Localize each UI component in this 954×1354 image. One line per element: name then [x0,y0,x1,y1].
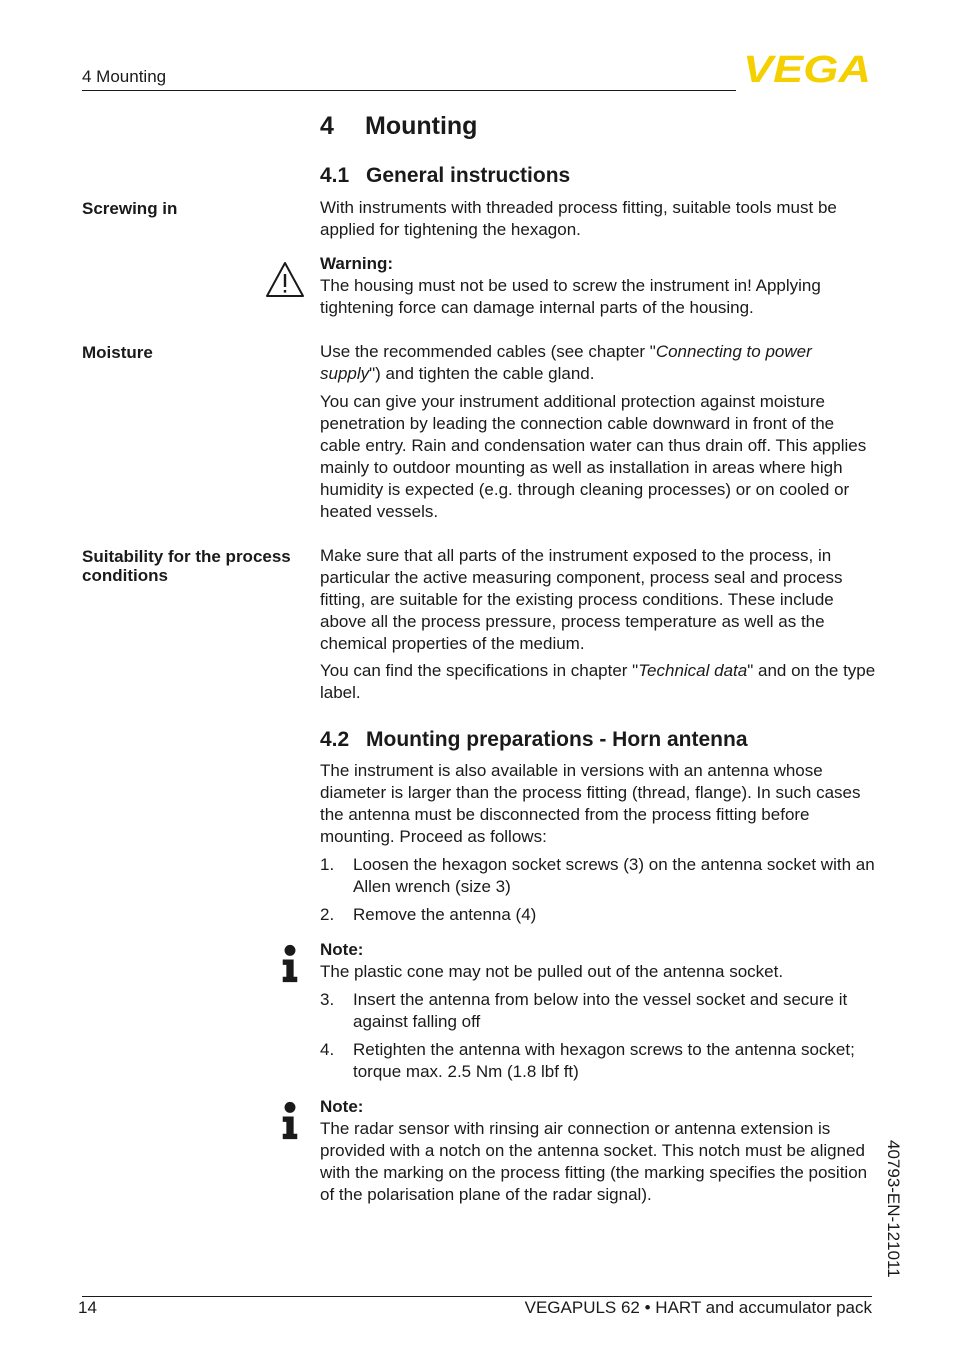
margin-label-moisture: Moisture [82,343,153,362]
note-label: Note: [320,1097,364,1116]
list-item [320,854,876,898]
moisture-text-b: ") and tighten the cable gland. [369,364,595,383]
list-item [320,1039,876,1083]
list-text: Loosen the hexagon socket screws (3) on the antenna socket with an Allen wrench (size 3) [353,855,875,896]
list-number: 4. [320,1040,335,1059]
note-block-1 [320,939,876,983]
list-text: Retighten the antenna with hexagon screws to the antenna socket; torque max. 2.5 Nm (1.8 lbf ft) [353,1040,855,1081]
footer-title: VEGAPULS 62 • HART and accumulator pack [524,1298,872,1317]
warning-text: The housing must not be used to screw the instrument in! Applying tightening force can damage internal parts of the housing. [320,276,821,317]
moisture-paragraph-1 [320,341,876,385]
suitability-text-b: " and on the type label. [320,661,876,702]
section-title: Mounting preparations - Horn antenna [366,728,748,751]
list-number: 3. [320,990,335,1009]
list-item [320,989,876,1033]
section-title: General instructions [366,164,571,187]
page-number: 14 [78,1298,97,1317]
warning-label: Warning: [320,254,394,273]
vega-logo-text: VEGA [743,52,871,84]
note-label: Note: [320,940,364,959]
suitability-paragraph-2 [320,660,876,704]
warning-block [320,253,876,319]
suitability-chapter-ref: Technical data [638,661,748,680]
running-header: 4 Mounting [82,67,167,86]
chapter-number: 4 [320,112,334,140]
suitability-text-a: You can find the specifications in chapter " [320,661,639,680]
margin-label-screwing: Screwing in [82,199,178,218]
note-text: The plastic cone may not be pulled out of the antenna socket. [320,962,784,981]
list-text: Remove the antenna (4) [353,905,537,924]
warning-triangle-icon [265,260,305,300]
document-id: 40793-EN-121011 [884,1140,903,1278]
chapter-title [320,112,477,141]
moisture-text-a: Use the recommended cables (see chapter " [320,342,656,361]
list-text: Insert the antenna from below into the vessel socket and secure it against falling off [353,990,848,1031]
info-note-icon [270,1101,310,1141]
horn-antenna-intro: The instrument is also available in versions with an antenna whose diameter is larger than the process fitting (thread, flange). In such cases the antenna must be disconnected from the process fitting before mounting. Proceed as follows: [320,761,861,846]
moisture-chapter-ref: Connecting to power supply [320,342,812,383]
section-4-2-heading [320,728,748,752]
moisture-paragraph-2: You can give your instrument additional protection against moisture penetration by leading the connection cable downward in front of the cable entry. Rain and condensation water can thus drain off. This applies mainly to outdoor mounting as well as installation in areas where high humidity is expected (e.g. through cleaning processes) or on cooled or heated vessels. [320,392,867,521]
note-block-2 [320,1096,876,1206]
chapter-title-text: Mounting [365,112,478,140]
list-item [320,904,876,926]
list-number: 1. [320,855,335,874]
section-number: 4.1 [320,164,350,187]
footer-rule [82,1296,872,1297]
suitability-paragraph-1: Make sure that all parts of the instrument exposed to the process, in particular the active measuring component, process seal and process fitting, are suitable for the existing process conditions. These include above all the process pressure, process temperature as well as the chemical properties of the medium. [320,546,843,653]
screwing-paragraph: With instruments with threaded process fitting, suitable tools must be applied for tightening the hexagon. [320,198,837,239]
note-text: The radar sensor with rinsing air connection or antenna extension is provided with a notch on the antenna socket. This notch must be aligned with the marking on the process fitting (the marking specifies the position of the polarisation plane of the radar signal). [320,1119,868,1204]
margin-label-suitability: Suitability for the process conditions [82,547,291,585]
section-4-1-heading [320,164,570,188]
header-rule [82,90,736,91]
vega-logo [742,52,872,84]
list-number: 2. [320,905,335,924]
info-note-icon [270,944,310,984]
section-number: 4.2 [320,728,350,751]
